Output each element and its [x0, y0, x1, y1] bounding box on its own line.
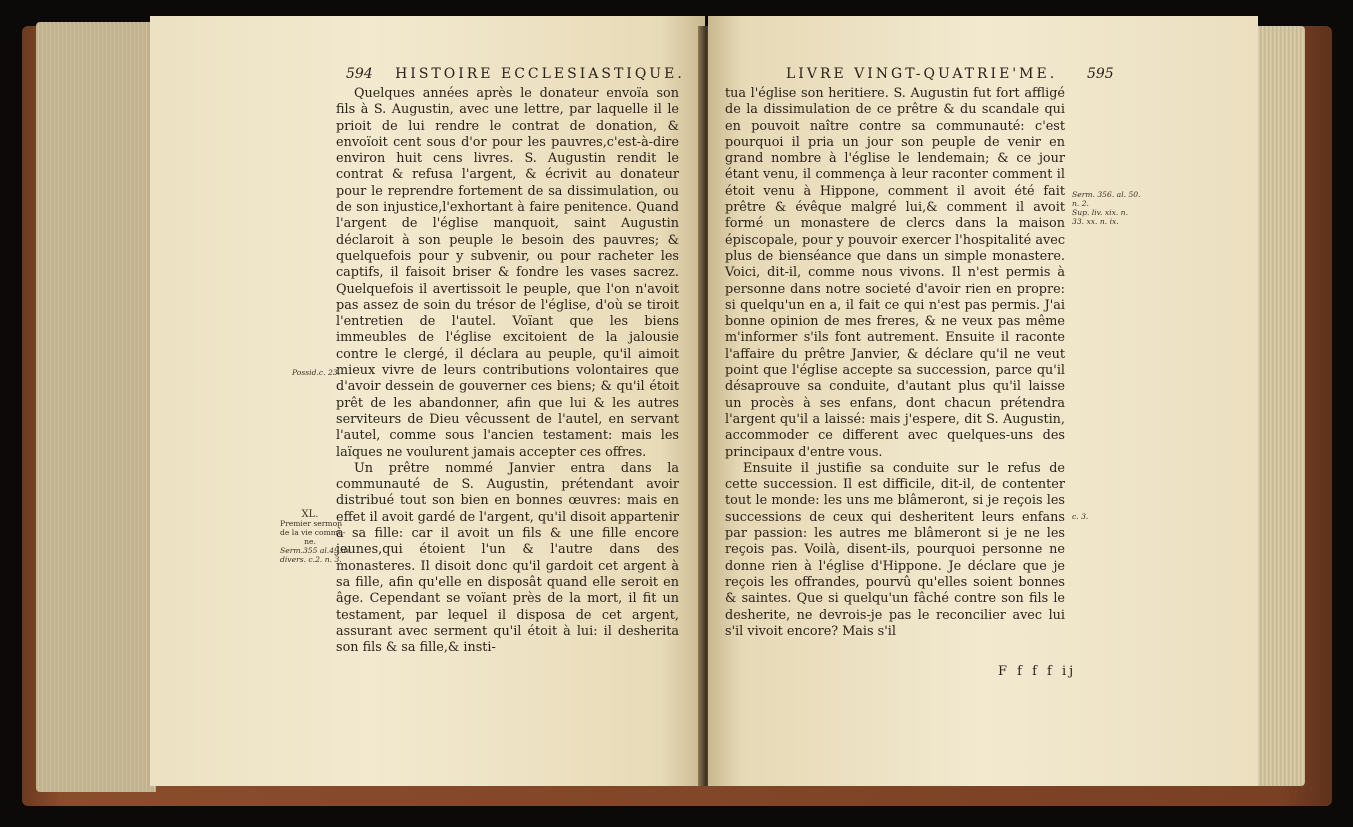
- left-page-number: 594: [346, 66, 373, 82]
- margin-ref-a2: n. 2.: [1072, 199, 1089, 208]
- margin-ref-a1: Serm. 356. al. 50.: [1072, 190, 1141, 199]
- margin-ref-a3: Sup. liv. xix. n.: [1072, 208, 1128, 217]
- section-marker: [280, 509, 351, 564]
- right-running-head: [786, 66, 1114, 82]
- margin-ref-serm-356: [1072, 190, 1141, 226]
- left-running-head: [346, 66, 685, 82]
- right-body-text: [725, 86, 1065, 640]
- section-ref-2: divers. c.2. n. 3.: [280, 555, 342, 564]
- left-paragraph-1: Quelques années après le donateur envoïa son fils à S. Augustin, avec une lettre, par laquelle il le prioit de lui rendre le contrat de donation, & envoïoit cent sous d'or pour les pauvres,c'est-à-dire environ huit cens livres. S. Augustin rendit le contrat & refusa l'argent, & écrivit au donateur pour le reprendre fortement de sa dissimulation, ou de son injustice,l'exhortant à faire penitence. Quand l'argent de l'église manquoit, saint Augustin déclaroit à son peuple le besoin des pauvres; & quelquefois pour y subvenir, ou pour racheter les captifs, il faisoit briser & fondre les vases sacrez. Quelquefois il avertissoit le peuple, que l'on n'avoit pas assez de soin du trésor de l'église, d'où se tiroit l'entretien de l'autel. Voïant que les biens immeubles de l'église excitoient de la jalousie contre le clergé, il déclara au peuple, qu'il aimoit mieux vivre de leurs contributions volontaires que d'avoir dessein de gouverner ces biens; & qu'il étoit prêt de les abandonner, afin que lui & les autres serviteurs de Dieu vêcussent de l'autel, en servant l'autel, comme sous l'ancien testament: mais les laïques ne voulurent jamais accepter ces offres.: [336, 86, 679, 460]
- margin-ref-c3: c. 3.: [1072, 512, 1089, 521]
- right-title: LIVRE VINGT-QUATRIE'ME.: [786, 66, 1058, 82]
- left-page: [150, 16, 705, 786]
- margin-note-possid: Possid.c. 23.: [292, 368, 341, 377]
- margin-ref-a4: 33. xx. n. ix.: [1072, 217, 1119, 226]
- page-edges-right: [1255, 26, 1305, 786]
- signature-mark: F f f f ij: [998, 664, 1077, 679]
- left-paragraph-2: Un prêtre nommé Janvier entra dans la communauté de S. Augustin, prétendant avoir distribué tout son bien en bonnes œuvres: mais en effet il avoit gardé de l'argent, qu'il disoit appartenir à sa fille: car il avoit un fils & une fille encore jeunes,qui étoient l'un & l'autre dans des monasteres. Il disoit donc qu'il gardoit cet argent à sa fille, afin qu'elle en disposât quand elle seroit en âge. Cependant se voïant près de la mort, il fit un testament, par lequel il disposa de cet argent, assurant avec serment qu'il étoit à lui: il desherita son fils & sa fille,& insti-: [336, 460, 679, 656]
- left-body-text: [336, 86, 679, 656]
- right-page-number: 595: [1086, 66, 1114, 82]
- section-title-line-2: de la vie commu-: [280, 528, 346, 537]
- right-paragraph-1: tua l'église son heritiere. S. Augustin fut fort affligé de la dissimulation de ce prêtre & du scandale qui en pouvoit naître contre sa communauté: c'est pourquoi il pria un jour son peuple de venir en grand nombre à l'église le lendemain; & ce jour étant venu, il commença à leur raconter comment il étoit venu à Hippone, comment il avoit été fait prêtre & évêque malgré lui,& comment il avoit formé un monastere de clercs dans la maison épiscopale, pour y pouvoir exercer l'hospitalité avec plus de bienséance que dans un simple monastere. Voici, dit-il, comme nous vivons. Il n'est permis à personne dans notre societé d'avoir rien en propre: si quelqu'un en a, il fait ce qui n'est pas permis. J'ai bonne opinion de mes freres, & ne veux pas même m'informer s'ils font autrement. Ensuite il raconte l'affaire du prêtre Janvier, & déclare qu'il ne veut point que l'église accepte sa succession, parce qu'il désaprouve sa conduite, d'autant plus qu'il laisse un procès à ses enfans, dont chacun prétendra l'argent qu'il a laissé: mais j'espere, dit S. Augustin, accommoder ce different avec quelques-uns des principaux d'entre vous.: [725, 86, 1065, 460]
- section-ref-1: Serm.355 al.49.de: [280, 546, 351, 555]
- right-paragraph-2: Ensuite il justifie sa conduite sur le refus de cette succession. Il est difficile, dit-il, de contenter tout le monde: les uns me blâmeront, si je reçois les successions de ceux qui desheritent leurs enfans par passion: les autres me blâmeront si je ne les reçois pas. Voilà, disent-ils, pourquoi personne ne donne rien à l'église d'Hippone. Je déclare que je reçois les offrandes, pourvû qu'elles soient bonnes & saintes. Que si quelqu'un fâché contre son fils le desherite, ne devrois-je pas le reconcilier avec lui s'il vivoit encore? Mais s'il: [725, 460, 1065, 639]
- section-title-line-3: ne.: [304, 537, 316, 546]
- section-title-line-1: Premier sermon: [280, 519, 343, 528]
- section-number: XL.: [301, 509, 319, 520]
- right-page: [708, 16, 1258, 786]
- page-edges-left: [36, 22, 156, 792]
- left-title: HISTOIRE ECCLESIASTIQUE.: [395, 66, 685, 82]
